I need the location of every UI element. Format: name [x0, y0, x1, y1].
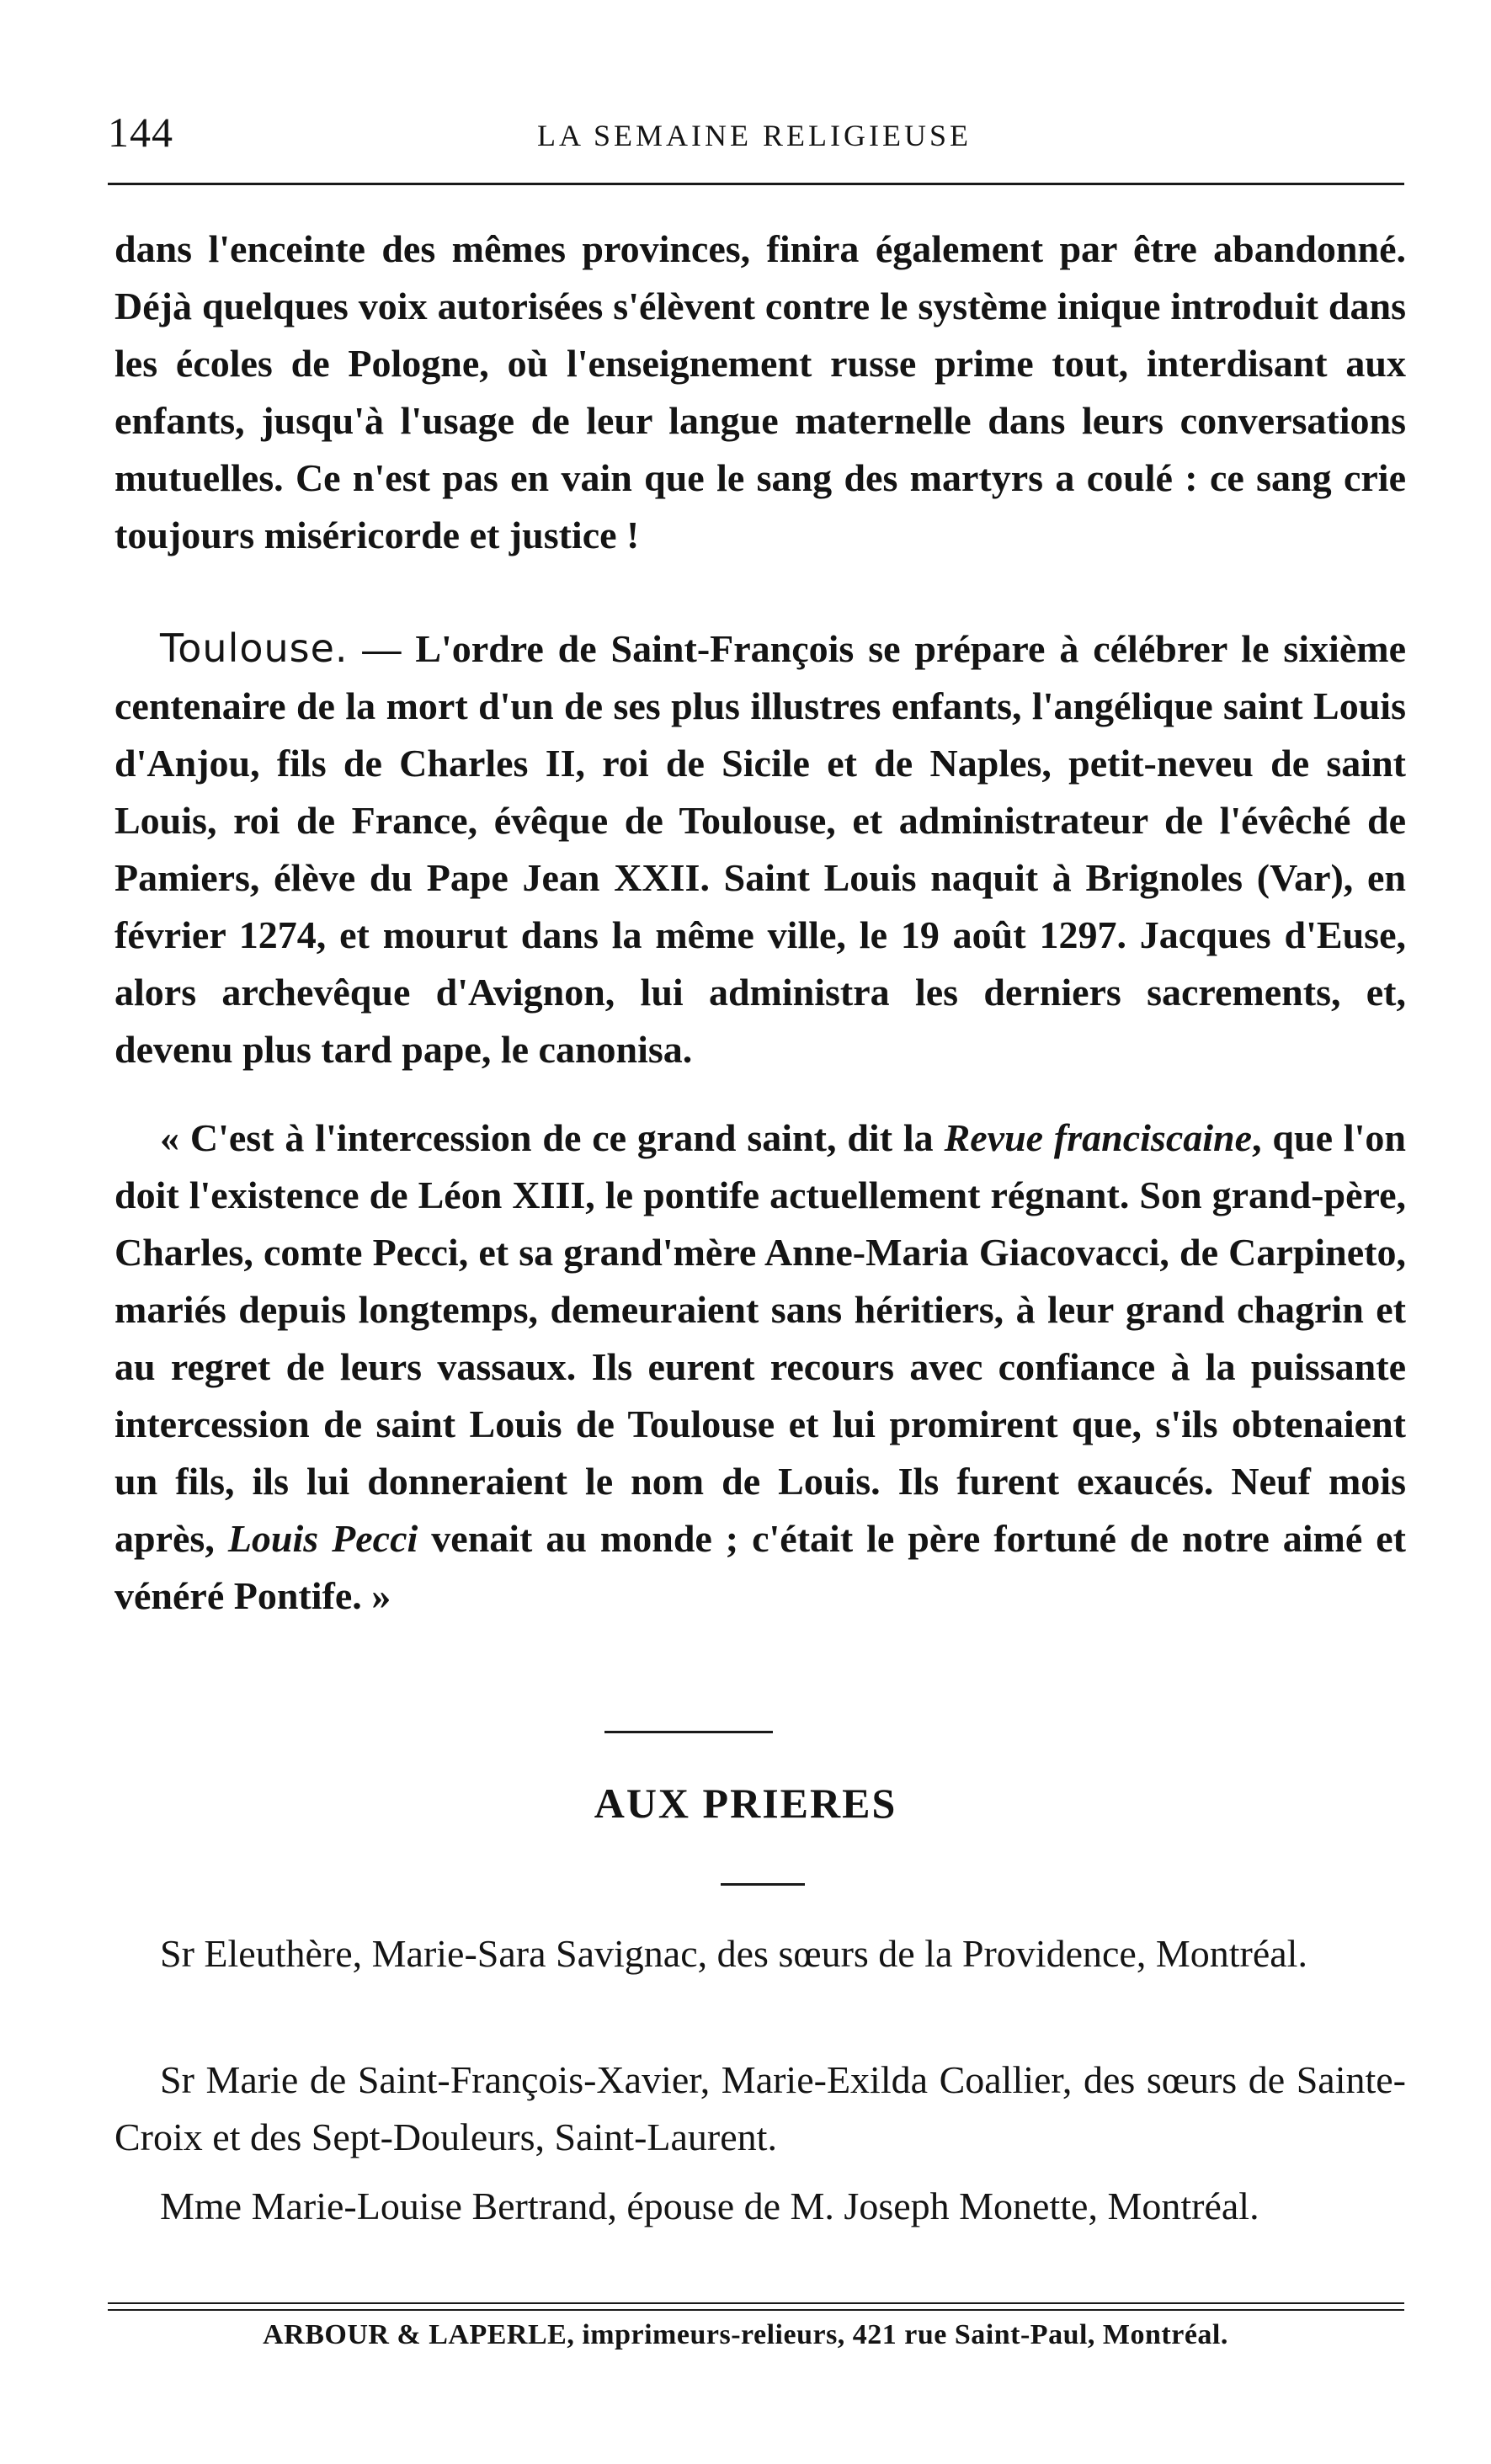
prayer-entry: Sr Marie de Saint-François-Xavier, Marie-Exilda Coallier, des sœurs de Sainte-Croix et des Sept-Douleurs, Saint-Laurent.	[114, 2058, 1406, 2158]
page-number: 144	[108, 109, 173, 156]
footer-rule	[108, 2302, 1404, 2304]
paragraph-toulouse-body: — L'ordre de Saint-François se prépare à célébrer le sixième centenaire de la mort d'un de ses plus illustres enfants, l'angélique saint Louis d'Anjou, fils de Charles II, roi de Sicile et de Naples, petit-neveu de saint Louis, roi de France, évêque de Toulouse, et administrateur de l'évêché de Pamiers, élève du Pape Jean XXII. Saint Louis naquit à Brignoles (Var), en février 1274, et mourut dans la même ville, le 19 août 1297. Jacques d'Euse, alors archevêque d'Avignon, lui administra les derniers sacrements, et, devenu plus tard pape, le canonisa.	[114, 627, 1406, 1071]
page-header	[108, 101, 1404, 160]
footer-rule-double	[108, 2309, 1404, 2311]
header-rule	[108, 183, 1404, 185]
section-divider	[604, 1731, 773, 1733]
paragraph-toulouse	[114, 620, 1406, 1078]
printer-imprint: ARBOUR & LAPERLE, imprimeurs-relieurs, 421 rue Saint-Paul, Montréal.	[263, 2319, 1228, 2350]
running-head: LA SEMAINE RELIGIEUSE	[537, 119, 972, 152]
quotation-italic-name: Louis Pecci	[227, 1517, 418, 1560]
paragraph-lead-word: Toulouse.	[160, 625, 349, 671]
prayer-entry: Mme Marie-Louise Bertrand, épouse de M. Joseph Monette, Montréal.	[160, 2185, 1259, 2227]
quotation-part-c: venait au monde ; c'était le père fortuné de notre aimé et vénéré Pontife. »	[114, 1517, 1406, 1617]
section-heading: AUX PRIERES	[594, 1780, 897, 1827]
paragraph-quotation	[114, 1110, 1406, 1625]
quotation-part-a: « C'est à l'intercession de ce grand saint, dit la	[160, 1116, 945, 1159]
paragraph-1: dans l'enceinte des mêmes provinces, finira également par être abandonné. Déjà quelques voix autorisées s'élèvent contre le système inique introduit dans les écoles de Pologne, où l'enseignement russe prime tout, interdisant aux enfants, jusqu'à l'usage de leur langue maternelle dans leurs conversations mutuelles. Ce n'est pas en vain que le sang des martyrs a coulé : ce sang crie toujours miséricorde et justice !	[114, 227, 1406, 556]
heading-underline	[721, 1883, 805, 1886]
quotation-italic-title: Revue franciscaine	[944, 1116, 1253, 1159]
quotation-part-b: , que l'on doit l'existence de Léon XIII, le pontife actuellement régnant. Son grand-père, Charles, comte Pecci, et sa grand'mère Anne-Maria Giacovacci, de Carpineto, mariés depuis longtemps, demeuraient sans héritiers, à leur grand chagrin et au regret de leurs vassaux. Ils eurent recours avec confiance à la puissante intercession de saint Louis de Toulouse et lui promirent que, s'ils obtenaient un fils, ils lui donneraient le nom de Louis. Ils furent exaucés. Neuf mois après,	[114, 1116, 1406, 1560]
prayer-entry: Sr Eleuthère, Marie-Sara Savignac, des sœurs de la Providence, Montréal.	[160, 1932, 1307, 1975]
